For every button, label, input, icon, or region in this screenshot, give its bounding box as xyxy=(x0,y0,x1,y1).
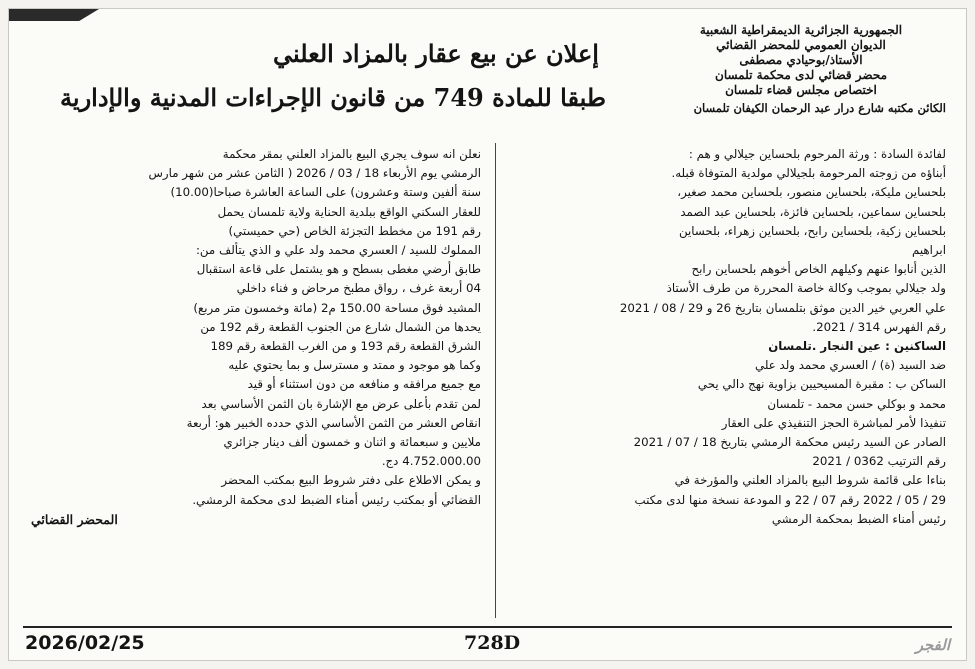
agency-line-3: الأستاذ/بوحيادي مصطفى xyxy=(739,53,863,67)
text-line: علي العربي خير الدين موثق بتلمسان بتاريخ 26 و 29 / 08 / 2021 xyxy=(619,300,946,315)
text-line: لفائدة السادة : ورثة المرحوم بلحساين جيلالي و هم : xyxy=(688,147,946,161)
text-line: 4.752.000.00 دج. xyxy=(381,454,481,469)
text-line: و يمكن الاطلاع على دفتر شروط البيع بمكتب المحضر xyxy=(221,473,481,488)
corner-mark xyxy=(9,9,99,21)
text-line: ضد السيد (ة) / العسري محمد ولد علي xyxy=(754,358,946,373)
text-line: رقم الترتيب 0362 / 2021 xyxy=(812,454,946,469)
text-line: بناءا على قائمة شروط البيع بالمزاد العلني والمؤرخة في xyxy=(674,473,946,488)
left-column xyxy=(31,145,481,529)
text-line: المشيد فوق مساحة 150.00 م2 (مائة وخمسون متر مربع) xyxy=(193,300,481,315)
text-line: رقم الفهرس 314 / 2021. xyxy=(812,319,946,334)
text-line: بلحساين سماعين، بلحساين فائزة، بلحساين عبد الصمد xyxy=(680,204,946,219)
agency-line-4: محضر قضائي لدى محكمة تلمسان xyxy=(715,68,887,82)
text-line: لمن تقدم بأعلى عرض مع الإشارة بان الثمن الأساسي بعد xyxy=(201,396,481,411)
text-line: بلحساين مليكة، بلحساين منصور، بلحساين محمد صغير، xyxy=(677,185,946,200)
text-line: المملوك للسيد / العسري محمد ولد علي و الذي يتألف من: xyxy=(195,243,481,258)
announcement-title: إعلان عن بيع عقار بالمزاد العلني xyxy=(273,39,599,68)
ad-code: 728D xyxy=(464,632,521,654)
footer-rule xyxy=(23,626,952,628)
text-line: طابق أرضي مغطى بسطح و هو يشتمل على قاعة استقبال xyxy=(196,262,481,277)
text-line: ولد جيلالي بموجب وكالة خاصة المحررة من طرف الأستاذ xyxy=(666,281,946,296)
text-line: 04 أربعة غرف ، رواق مطبخ مرحاض و فناء داخلي xyxy=(236,281,481,296)
text-line: يحدها من الشمال شارع من الجنوب القطعة رقم 192 من xyxy=(200,319,481,334)
newspaper-page xyxy=(8,8,967,661)
column-divider xyxy=(495,143,496,618)
text-line: 29 / 05 / 2022 رقم 07 / 22 و المودعة نسخة منها لدى مكتب xyxy=(634,492,946,507)
text-line: الساكنين : عين النجار .تلمسان xyxy=(768,339,946,354)
text-line: رئيس أمناء الضبط بمحكمة الرمشي xyxy=(771,511,946,526)
text-line: الصادر عن السيد رئيس محكمة الرمشي بتاريخ 18 / 07 / 2021 xyxy=(633,435,946,450)
text-line: ابراهيم xyxy=(912,243,946,258)
announcement-subtitle: طبقا للمادة 749 من قانون الإجراءات المدنية والإدارية xyxy=(60,83,606,112)
text-line: نعلن انه سوف يجري البيع بالمزاد العلني بمقر محكمة xyxy=(222,147,481,161)
agency-line-1: الجمهورية الجزائرية الديمقراطية الشعبية xyxy=(699,23,903,37)
text-line: للعقار السكني الواقع ببلدية الحناية ولاية تلمسان يحمل xyxy=(217,204,481,219)
text-line: الرمشي يوم الأربعاء 18 / 03 / 2026 ( الثامن عشر من شهر مارس xyxy=(148,166,481,181)
text-line: ملايين و سبعمائة و اثنان و خمسون ألف دينار جزائري xyxy=(223,435,481,450)
text-line: الذين أنابوا عنهم وكيلهم الخاص أخوهم بلحساين رابح xyxy=(691,262,946,277)
text-line: الشرق القطعة رقم 193 و من الغرب القطعة رقم 189 xyxy=(210,339,481,354)
text-line: انقاص العشر من الثمن الأساسي الذي حدده الخبير هو: أربعة xyxy=(186,415,481,430)
text-line: محمد و بوكلي حسن محمد - تلمسان xyxy=(767,396,946,411)
right-column xyxy=(511,145,946,529)
text-line: بلحساين زكية، بلحساين رابح، بلحساين زهراء، بلحساين xyxy=(679,223,946,238)
text-line: القضائي أو بمكتب رئيس أمناء الضبط لدى محكمة الرمشي. xyxy=(192,492,481,507)
publication-date: 2026/02/25 xyxy=(25,632,145,654)
signature: المحضر القضائي xyxy=(31,511,118,527)
text-line: الساكن ب : مقبرة المسيحيين بزاوية نهج دالي يحي xyxy=(697,377,946,392)
agency-address: الكائن مكتبه شارع درار عبد الرحمان الكيفان تلمسان xyxy=(693,101,946,115)
agency-line-2: الديوان العمومي للمحضر القضائي xyxy=(716,38,886,52)
text-line: رقم 191 من مخطط التجزئة الخاص (حي حميستي) xyxy=(228,223,481,238)
text-line: أبناؤه من زوجته المرحومة بلجيلالي مولدية المتوفاة قبله. xyxy=(671,166,946,181)
text-line: وكما هو موجود و ممتد و مسترسل و بما يحتوي عليه xyxy=(228,358,481,373)
text-line: سنة ألفين وستة وعشرون) على الساعة العاشرة صباحا(10.00) xyxy=(170,185,481,200)
text-line: تنفيذا لأمر لمباشرة الحجز التنفيذي على العقار xyxy=(721,415,946,430)
text-line: مع جميع مرافقه و منافعه من دون استثناء أو قيد xyxy=(247,377,481,392)
agency-line-5: اختصاص مجلس قضاء تلمسان xyxy=(725,83,877,97)
agency-header xyxy=(656,23,946,116)
newspaper-logo: الفجر xyxy=(915,636,950,654)
